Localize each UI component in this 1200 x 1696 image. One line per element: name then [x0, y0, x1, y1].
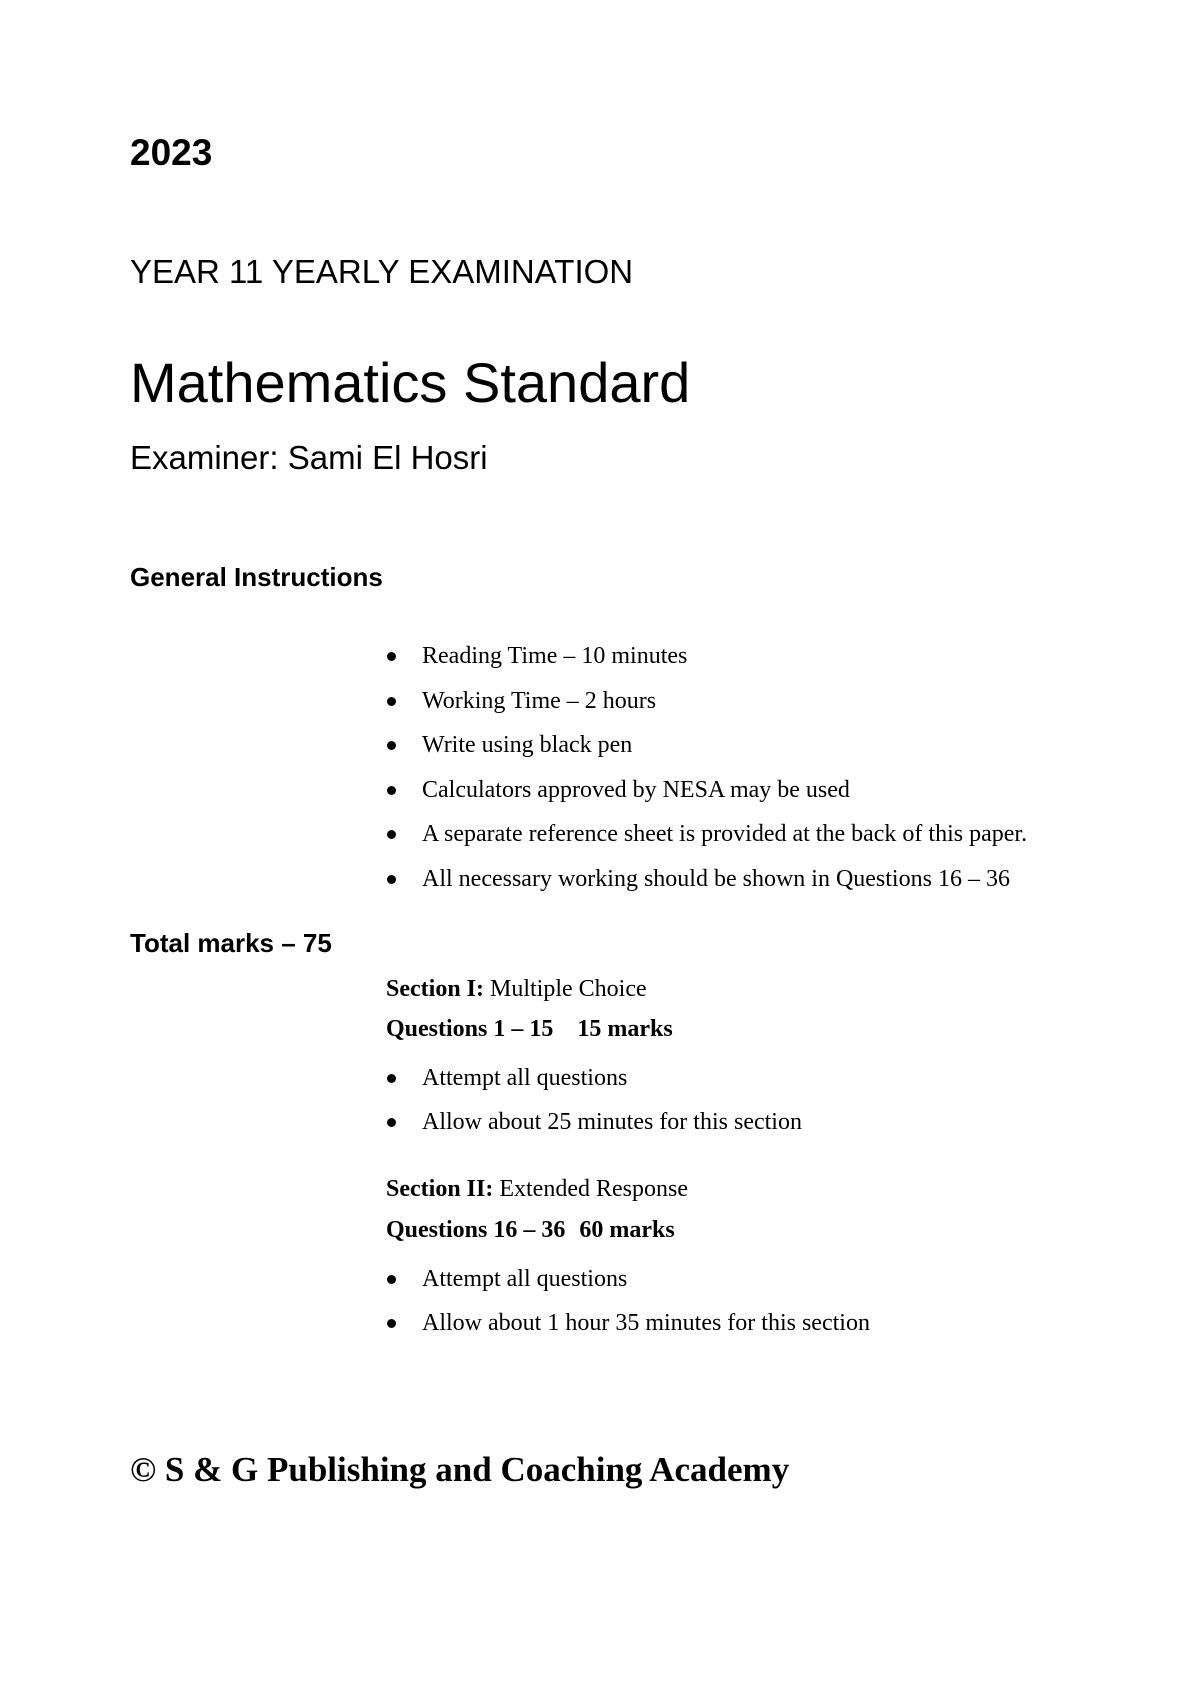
general-instructions-list	[386, 644, 1027, 911]
list-item	[386, 644, 1027, 689]
bullet-icon	[387, 1118, 396, 1127]
bullet-icon	[387, 741, 396, 750]
list-item	[386, 689, 1027, 734]
list-item	[386, 1066, 802, 1110]
instruction-text: Working Time – 2 hours	[422, 687, 657, 714]
instruction-text: Allow about 25 minutes for this section	[422, 1109, 802, 1135]
instruction-text: Reading Time – 10 minutes	[422, 643, 688, 669]
examiner-line: Examiner: Sami El Hosri	[130, 439, 488, 476]
list-item	[386, 822, 1027, 867]
instruction-text: All necessary working should be shown in Questions 16 – 36	[422, 865, 1010, 892]
section-1-marks: 15 marks	[577, 1016, 673, 1042]
section-2-marks: 60 marks	[579, 1217, 675, 1243]
list-item	[386, 1110, 802, 1154]
bullet-icon	[387, 875, 396, 884]
section-2-label: Section II:	[386, 1176, 494, 1202]
instruction-text: Allow about 1 hour 35 minutes for this section	[422, 1310, 870, 1336]
publisher-copyright: © S & G Publishing and Coaching Academy	[130, 1450, 790, 1489]
bullet-icon	[387, 830, 396, 839]
exam-title: YEAR 11 YEARLY EXAMINATION	[130, 253, 634, 290]
section-1-title	[386, 977, 647, 1001]
list-item	[386, 733, 1027, 778]
list-item	[386, 867, 1027, 912]
bullet-icon	[387, 1074, 396, 1083]
instruction-text: Attempt all questions	[422, 1266, 628, 1292]
section-2-list	[386, 1267, 870, 1355]
subject-title: Mathematics Standard	[130, 351, 691, 414]
section-2-question-range: Questions 16 – 36	[386, 1217, 566, 1243]
exam-year: 2023	[130, 132, 213, 173]
section-1-list	[386, 1066, 802, 1154]
list-item	[386, 1267, 870, 1311]
bullet-icon	[387, 652, 396, 661]
section-1-question-range: Questions 1 – 15	[386, 1016, 554, 1042]
general-instructions-heading: General Instructions	[130, 562, 383, 592]
bullet-icon	[387, 1319, 396, 1328]
list-item	[386, 1311, 870, 1355]
total-marks-heading: Total marks – 75	[130, 928, 332, 958]
bullet-icon	[387, 1275, 396, 1284]
list-item	[386, 778, 1027, 823]
section-1-name: Multiple Choice	[490, 976, 647, 1002]
section-2-title	[386, 1177, 688, 1201]
section-2-questions	[386, 1218, 675, 1242]
bullet-icon	[387, 786, 396, 795]
instruction-text: Calculators approved by NESA may be used	[422, 776, 850, 803]
section-1-label: Section I:	[386, 976, 484, 1002]
bullet-icon	[387, 697, 396, 706]
instruction-text: Attempt all questions	[422, 1065, 628, 1091]
instruction-text: Write using black pen	[422, 732, 633, 758]
section-2-name: Extended Response	[499, 1176, 688, 1202]
instruction-text: A separate reference sheet is provided at the back of this paper.	[422, 821, 1028, 847]
section-1-questions	[386, 1017, 673, 1041]
